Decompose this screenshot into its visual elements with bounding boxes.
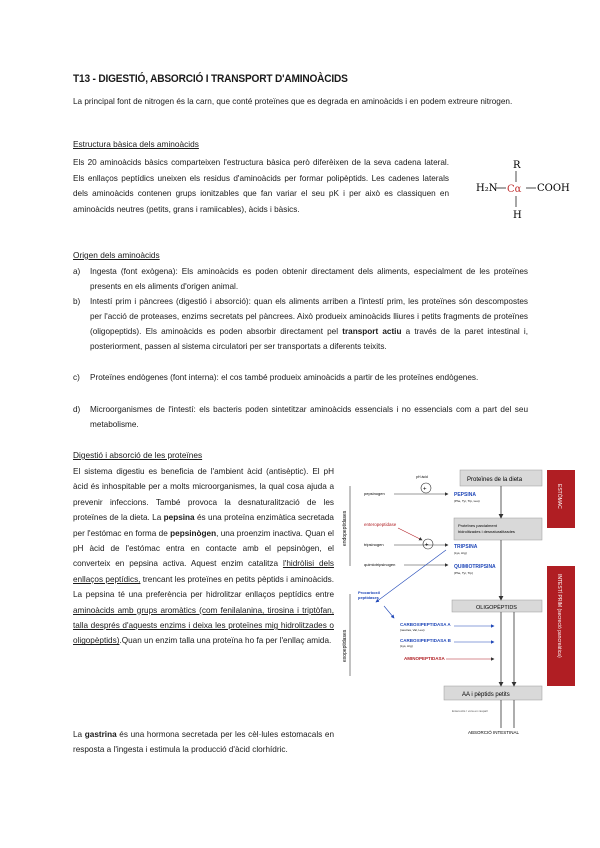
carboxypeptidase-b-enzyme: CARBOXIPEPTIDASA B: [400, 638, 451, 643]
gastrin-term: gastrina: [84, 730, 117, 739]
aminopeptidase-enzyme: AMINOPEPTIDASA: [404, 656, 445, 661]
chymotrypsin-enzyme: QUIMIOTRIPSINA: [454, 564, 496, 570]
stomach-label: ESTÓMAC: [556, 484, 562, 509]
enteropeptidase-label: enteropeptidase: [364, 522, 397, 527]
origin-item-marker: c): [73, 373, 80, 382]
formula-h: H: [513, 210, 522, 221]
origin-item-b: [73, 294, 528, 354]
small-intestine-label: INTESTÍ PRIM (secreció pancreàtica): [556, 574, 562, 658]
origin-item-marker: b): [73, 297, 81, 306]
svg-text:+: +: [425, 542, 429, 549]
exopeptidases-label: exopeptidases: [342, 629, 348, 662]
carboxypeptidase-a-specificity: (neutres, Val, Leu): [400, 628, 425, 632]
amino-acid-formula: [476, 158, 576, 224]
procarboxypeptidases-label: Procarboxil peptidases: [358, 590, 381, 600]
ph-label: pH àcid: [416, 475, 428, 479]
pepsinogen-term: pepsinògen: [170, 528, 217, 538]
protein-digestion-diagram: [336, 466, 580, 736]
svg-text:+: +: [423, 486, 427, 493]
aromatic-term: aminoàcids amb grups aromàtics (com fenilalanina, tirosina i triptòfan, talla després d'aquests enzims i deixa les proteïnes mig hidrolitzades o oligopèptids): [73, 605, 334, 646]
hydrolysis-term: l'hidròlisi dels enllaços peptídics,: [73, 559, 334, 584]
origin-item-text: Proteïnes endògenes (font interna): el cos també produeix aminoàcids a partir de les proteïnes endògenes.: [90, 373, 479, 382]
carboxypeptidase-b-specificity: (Lys, Arg): [400, 644, 413, 648]
formula-r: R: [513, 160, 521, 171]
oligopeptides-label: OLIGOPÈPTIDS: [476, 605, 517, 611]
dietary-proteins-label: Proteïnes de la dieta: [467, 477, 523, 483]
pepsin-term: pepsina: [163, 513, 195, 523]
origin-item-a: [73, 264, 528, 294]
digestion-paragraph: El sistema digestiu es beneficia de l'ambient àcid (antisèptic). El pH àcid és inhospitable per a molts microorganismes, la qual cosa ajuda a prevenir infeccions. També provoca la desnaturalització de les proteïnes de la dieta. La pepsina és una proteïna enzimàtica secretada per l'estómac en forma de pepsinògen, una proenzim inactiva. Quan el pH àcid de l'estómac entra en contacte amb el pepsinògen, el converteix en pepsina activa. Aquest enzim catalitza l'hidròlisi dels enllaços peptídics, trencant les proteïnes en petits pèptids i aminoàcids. La pepsina té una preferència per hidrolitzar enllaços peptídics entre aminoàcids amb grups aromàtics (com fenilalanina, tirosina i triptòfan, talla després d'aquests enzims i deixa les proteïnes mig hidrolitzades o oligopèptids).Quan un enzim talla una proteïna ho fa per l'enllaç amida.: [73, 467, 334, 646]
origin-item-text: Microorganismes de l'intestí: els bacteris poden sintetitzar aminoàcids essencials i no essencials com a part del seu metabolisme.: [90, 405, 528, 429]
trypsin-enzyme: TRIPSINA: [454, 544, 478, 550]
aa-peptides-label: AA i pèptids petits: [462, 692, 510, 698]
pepsin-specificity: (Phe, Tyr, Trp, Leu): [454, 499, 480, 503]
origin-item-text: Intestí prim i pàncrees (digestió i absorció): quan els aliments arriben a l'intestí prim, les proteïnes són descompostes per l'acció de proteases, enzims secretats pel pàncrees. Això produeix aminoàcids lliures i petits fragments de proteïnes (oligopeptids). Els aminoàcids es poden absorbir directament pel: [90, 297, 528, 336]
formula-alpha-carbon: Cα: [507, 184, 522, 195]
trypsin-specificity: (Lys, Arg): [454, 551, 467, 555]
endopeptidases-label: endopeptidases: [342, 510, 348, 546]
carboxypeptidase-a-enzyme: CARBOXIPEPTIDASA A: [400, 622, 451, 627]
formula-carboxyl: COOH: [537, 183, 570, 194]
formula-amine: H₂N: [476, 183, 498, 194]
section-heading-digestion: Digestió i absorció de les proteïnes: [73, 450, 203, 460]
origin-item-d: [73, 402, 528, 432]
document-title: T13 - DIGESTIÓ, ABSORCIÓ I TRANSPORT D'AMINOÀCIDS: [73, 73, 348, 85]
intro-paragraph: La principal font de nitrogen és la carn, que conté proteïnes que es degrada en aminoàcids i en podem extreure nitrogen.: [73, 97, 513, 106]
intestinal-absorption-label: ABSORCIÓ INTESTINAL: [468, 730, 520, 735]
structure-paragraph: Els 20 aminoàcids bàsics comparteixen l'estructura bàsica però diferèixen de la seva cadena lateral. Els enllaços peptídics uneixen els residus d'aminoàcids per formar polipèptids. Les cadenes laterals dels aminoàcids contenen grups ionitzables que fan variar el seu pK i per això es classiquen en aminoàcids neutres (petits, grans i ramiicables), àcids i bàsics.: [73, 158, 449, 214]
pepsin-enzyme: PEPSINA: [454, 492, 476, 498]
origin-item-text: Ingesta (font exògena): Els aminoàcids es poden obtenir directament dels aliments, especialment de les proteïnes presents en els aliments d'origen animal.: [90, 267, 528, 291]
chymotrypsin-specificity: (Phe, Tyr, Trp): [454, 571, 473, 575]
gastrin-paragraph: La gastrina és una hormona secretada per les cèl·lules estomacals en resposta a l'ingesta i estimula la producció d'àcid clorhídric.: [73, 730, 334, 755]
pepsinogen-label: pepsinogen: [364, 491, 385, 496]
partial-proteins-label: Proteïnes parcialment hidrolitzades i desnaturalitzades: [458, 523, 515, 534]
brush-border-label: Enterocits / vora en raspall: [452, 709, 488, 713]
trypsinogen-label: tripsinogen: [364, 542, 384, 547]
origin-item-bold: transport actiu: [342, 327, 402, 336]
origin-item-text-end: a través de la paret intestinal i, posteriorment, passen al sistema circulatori per ser transportats a diferents teixits.: [90, 327, 528, 351]
section-heading-structure: Estructura bàsica dels aminoàcids: [73, 139, 199, 149]
origin-item-c: [73, 370, 528, 385]
origin-item-marker: d): [73, 405, 81, 414]
section-heading-origin: Origen dels aminoàcids: [73, 250, 160, 260]
chymotrypsinogen-label: quimiotripsinogen: [364, 562, 396, 567]
origin-item-marker: a): [73, 267, 81, 276]
